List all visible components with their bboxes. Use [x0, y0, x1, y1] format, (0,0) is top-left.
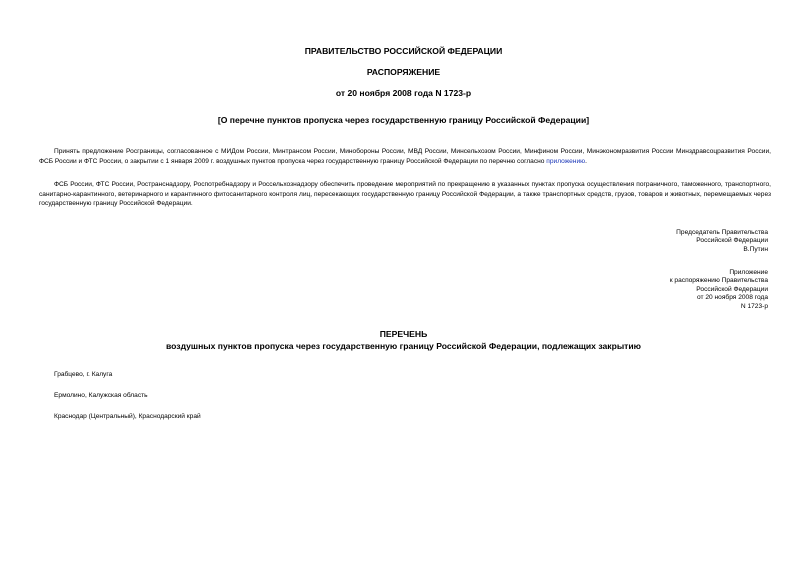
list-item: Краснодар (Центральный), Краснодарский край [54, 413, 201, 420]
appendix-country: Российской Федерации [696, 285, 768, 293]
document-type: РАСПОРЯЖЕНИЕ [366, 67, 441, 77]
list-heading: ПЕРЕЧЕНЬ [379, 329, 428, 339]
signature-name: В.Путин [743, 245, 768, 253]
appendix-reference [670, 269, 768, 311]
list-subheading: воздушных пунктов пропуска через государственную границу Российской Федерации, подлежащих закрытию [166, 341, 641, 351]
paragraph-1 [39, 147, 771, 166]
list-item: Ермолино, Калужская область [54, 392, 148, 399]
paragraph-1-end: . [585, 157, 587, 165]
document-date-number: от 20 ноября 2008 года N 1723-р [335, 88, 472, 98]
government-heading: ПРАВИТЕЛЬСТВО РОССИЙСКОЙ ФЕДЕРАЦИИ [304, 46, 503, 56]
appendix-link[interactable]: приложению [546, 157, 586, 165]
signature-block [676, 229, 768, 254]
signature-position: Председатель Правительства [676, 229, 768, 236]
paragraph-1-text: Принять предложение Росграницы, согласованное с МИДом России, Минтрансом России, Минобороны России, МВД России, Минсельхозом России, Минфином России, Минэкономразвития России Минздравсоцразвития России, ФСБ России и ФТС России, о закрытии с 1 января 2009 г. воздушных пунктов пропуска через государственную границу Российской Федерации по перечню согласно [39, 148, 771, 165]
document-title: [О перечне пунктов пропуска через государственную границу Российской Федерации] [217, 115, 590, 125]
appendix-label: Приложение [729, 269, 768, 276]
signature-country: Российской Федерации [696, 237, 768, 245]
appendix-number: N 1723-р [740, 302, 768, 310]
list-item: Грабцево, г. Калуга [54, 371, 113, 378]
paragraph-2: ФСБ России, ФТС России, Ространснадзору, Роспотребнадзору и Россельхознадзору обеспечить проведение мероприятий по прекращению в указанных пунктах пропуска осуществления пограничного, таможенного, транспортного, санитарно-карантинного, ветеринарного и карантинного фитосанитарного контроля лиц, пересекающих государственную границу Российской Федерации, а также транспортных средств, грузов, товаров и животных, перемещаемых через государственную границу Российской Федерации. [39, 181, 771, 208]
appendix-date: от 20 ноября 2008 года [697, 294, 768, 302]
appendix-order: к распоряжению Правительства [669, 277, 768, 285]
